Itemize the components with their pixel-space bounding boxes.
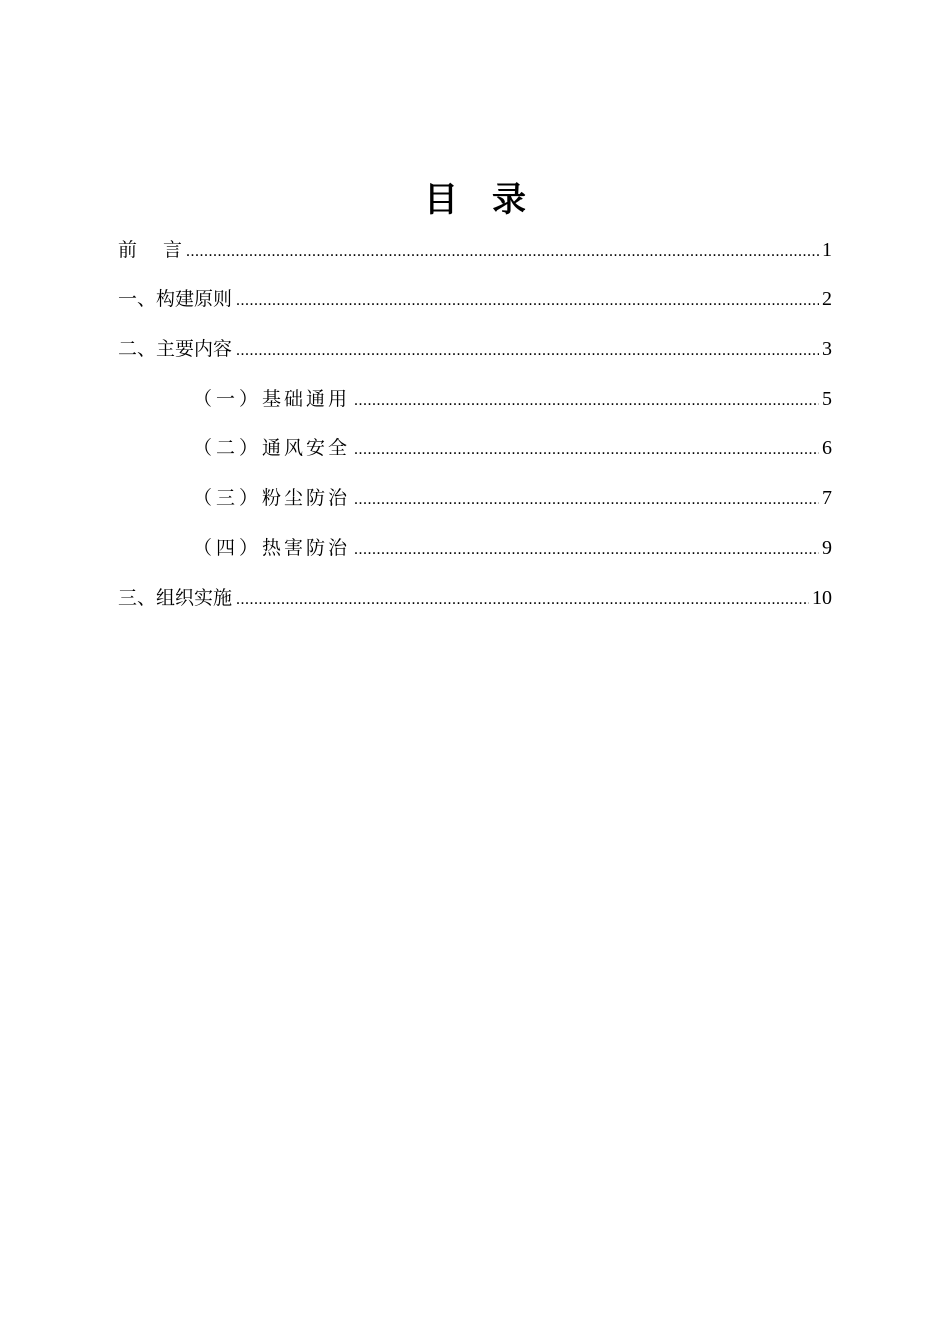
toc-leader-dots [236, 585, 809, 615]
toc-entry-number: 一、 [118, 288, 157, 310]
toc-entry-dust-control[interactable] [193, 483, 832, 513]
toc-entry-label: 通风安全 [262, 437, 351, 459]
toc-entry-ventilation-safety[interactable] [193, 433, 832, 463]
toc-leader-dots [354, 485, 819, 515]
toc-entry-page-number: 9 [822, 537, 832, 559]
toc-leader-dots [236, 286, 819, 316]
toc-title [0, 175, 950, 225]
toc-entry-number: 二、 [118, 338, 157, 360]
toc-entry-number: （四） [193, 537, 263, 559]
toc-entry-label: 粉尘防治 [262, 487, 351, 509]
toc-entry-main-content[interactable] [118, 334, 832, 364]
toc-entry-label: 基础通用 [262, 388, 351, 410]
toc-entry-principles[interactable] [118, 284, 832, 314]
toc-leader-dots [354, 435, 819, 465]
toc-title-char-2: 录 [492, 180, 526, 220]
toc-entry-implementation[interactable] [118, 583, 832, 613]
toc-entry-heat-control[interactable] [193, 533, 832, 563]
toc-entry-page-number: 3 [822, 338, 832, 360]
toc-leader-dots [236, 336, 819, 366]
toc-leader-dots [354, 535, 819, 565]
toc-entry-label: 构建原则 [156, 288, 233, 310]
toc-entry-page-number: 6 [822, 437, 832, 459]
toc-entry-page-number: 10 [812, 587, 832, 609]
toc-entry-basic-general[interactable] [193, 384, 832, 414]
toc-entry-label: 组织实施 [156, 587, 233, 609]
toc-entry-label: 前 言 [118, 239, 183, 261]
toc-entry-number: （一） [193, 388, 263, 410]
toc-entry-page-number: 2 [822, 288, 832, 310]
toc-title-char-1: 目 [424, 180, 458, 220]
toc-entry-number: 三、 [118, 587, 157, 609]
toc-entry-page-number: 1 [822, 239, 832, 261]
toc-entry-number: （二） [193, 437, 263, 459]
toc-leader-dots [186, 237, 819, 267]
toc-entry-label: 主要内容 [156, 338, 233, 360]
toc-entry-label: 热害防治 [262, 537, 351, 559]
toc-entry-page-number: 5 [822, 388, 832, 410]
toc-entry-preface[interactable] [118, 235, 832, 265]
toc-leader-dots [354, 386, 819, 416]
toc-entry-page-number: 7 [822, 487, 832, 509]
toc-entry-number: （三） [193, 487, 263, 509]
